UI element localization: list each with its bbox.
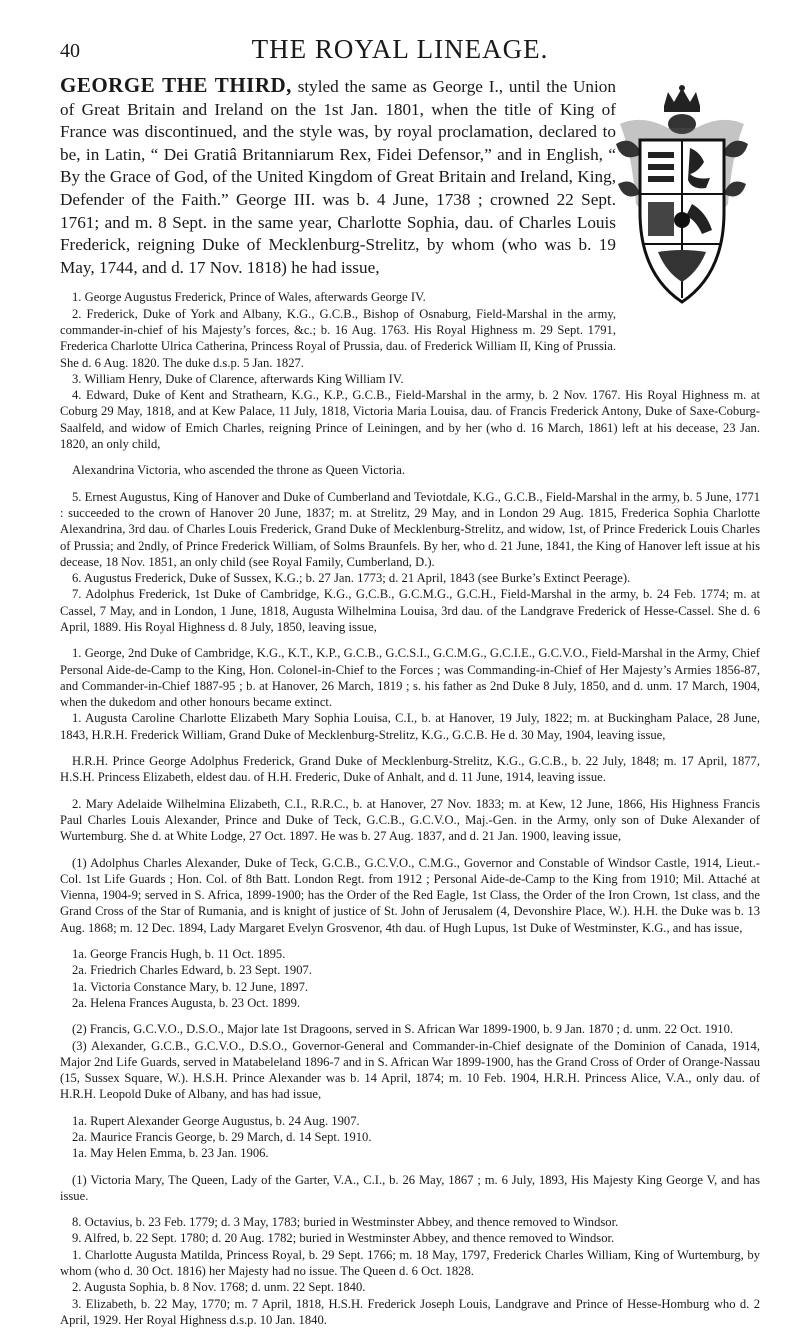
page-number: 40 (60, 40, 80, 62)
issue-entry: 2. Augusta Sophia, b. 8 Nov. 1768; d. unm. 22 Sept. 1840. (72, 1280, 366, 1295)
issue-entry: 3. William Henry, Duke of Clarence, afterwards King William IV. (72, 371, 404, 386)
section-heading: GEORGE THE THIRD, (60, 73, 292, 97)
issue-entry: 2a. Maurice Francis George, b. 29 March, d. 14 Sept. 1910. (72, 1130, 372, 1144)
issue-entry: 6. Augustus Frederick, Duke of Sussex, K.G.; b. 27 Jan. 1773; d. 21 April, 1843 (see Burke’s Extinct Peerage). (72, 571, 631, 586)
issue-entry: H.R.H. Prince George Adolphus Frederick, Grand Duke of Mecklenburg-Strelitz, K.G., G.C.B., b. 22 July, 1848; m. 17 April, 1877, H.S.H. Princess Elizabeth, eldest dau. of H.H. Frederic, Duke of Anhalt, and d. 11 June, 1914, leaving issue. (60, 754, 760, 785)
issue-entry: (1) Victoria Mary, The Queen, Lady of the Garter, V.A., C.I., b. 26 May, 1867 ; m. 6 July, 1893, His Majesty King George V, and has issue. (60, 1172, 760, 1203)
issue-entry: 8. Octavius, b. 23 Feb. 1779; d. 3 May, 1783; buried in Westminster Abbey, and thence removed to Windsor. (72, 1215, 619, 1230)
issue-entry: (3) Alexander, G.C.B., G.C.V.O., D.S.O., Governor-General and Commander-in-Chief designate of the Dominion of Canada, 1914, Major 2nd Life Guards, served in Matabeleland 1896-7 and in S. African War 1899-1900, has the Grand Cross of Order of Orange-Nassau (15, Sussex Square, W.). H.S.H. Prince Alexander was b. 14 April, 1874; m. 10 Feb. 1904, H.R.H. Princess Alice, V.A., only dau. of H.R.H. Leopold Duke of Albany, and has had issue, (60, 1038, 760, 1102)
intro-paragraph (60, 74, 616, 279)
issue-entry: 9. Alfred, b. 22 Sept. 1780; d. 20 Aug. 1782; buried in Westminster Abbey, and thence removed to Windsor. (72, 1231, 615, 1246)
page-body (60, 74, 760, 1328)
page-header (0, 34, 800, 68)
issue-entry: 1. George, 2nd Duke of Cambridge, K.G., K.T., K.P., G.C.B., G.C.S.I., G.C.M.G., G.C.I.E., G.C.V.O., Field-Marshal in the Army, Chief Personal Aide-de-Camp to the King, Hon. Colonel-in-Chief to the Forces ; was Commanding-in-Chief of Her Majesty’s Armies 1856-87, and Commander-in-Chief 1887-95 ; b. at Hanover, 26 March, 1819 ; s. his father as 2nd Duke 8 July, 1850, and d. unm. 17 March, 1904, when the dukedom and other honours became extinct. (60, 646, 760, 710)
issue-entry: 4. Edward, Duke of Kent and Strathearn, K.G., K.P., G.C.B., Field-Marshal in the army, b. 2 Nov. 1767. His Royal Highness m. at Coburg 29 May, 1818, and at Kew Palace, 11 July, 1818, Victoria Maria Louisa, dau. of Francis Frederick Antony, Duke of Saxe-Coburg-Saalfeld, and widow of Emich Charles, reigning Prince of Leiningen, and by her (who d. 16 March, 1861) left at his decease, 23 Jan. 1820, an only child, (60, 388, 760, 452)
issue-entry: 1a. Victoria Constance Mary, b. 12 June, 1897. (72, 979, 309, 994)
issue-entry: 1. George Augustus Frederick, Prince of Wales, afterwards George IV. (72, 290, 426, 305)
running-title: THE ROYAL LINEAGE. (251, 34, 549, 64)
issue-entry: 2a. Helena Frances Augusta, b. 23 Oct. 1899. (72, 995, 301, 1010)
issue-entry: Alexandrina Victoria, who ascended the throne as Queen Victoria. (72, 463, 406, 478)
issue-entry: 2. Mary Adelaide Wilhelmina Elizabeth, C.I., R.R.C., b. at Hanover, 27 Nov. 1833; m. at Kew, 12 June, 1866, His Highness Francis Paul Charles Louis Alexander, Prince and Duke of Teck, G.C.B., G.C.V.O., Maj.-Gen. in the Army, only son of Duke Alexander of Wurtemburg. She d. at White Lodge, 27 Oct. 1897. He was b. 27 Aug. 1837, and d. 21 Jan. 1900, leaving issue, (60, 796, 760, 844)
issue-entry: 7. Adolphus Frederick, 1st Duke of Cambridge, K.G., G.C.B., G.C.M.G., G.C.H., Field-Marshal in the army, b. 24 Feb. 1774; m. at Cassel, 7 May, and in London, 1 June, 1818, Augusta Wilhelmina Louisa, 3rd dau. of the Landgrave Frederick of Hesse-Cassel. She d. 6 April, 1889. His Royal Highness d. 8 July, 1850, leaving issue, (60, 587, 760, 634)
intro-text: styled the same as George I., until the Union of Great Britain and Ireland on the 1st Jan. 1801, when the title of King of France was discontinued, and the style was, by royal proclamation, declared to be, in Latin, “ Dei Gratiâ Britanniarum Rex, Fidei Defensor,” and in English, “ By the Grace of God, of the United Kingdom of Great Britain and Ireland, King, Defender of the Faith.” George III. was b. 4 June, 1738 ; crowned 22 Sept. 1761; and m. 8 Sept. in the same year, Charlotte Sophia, dau. of Charles Louis Frederick, reigning Duke of Mecklenburg-Strelitz, by whom (who was b. 19 May, 1744, and d. 17 Nov. 1818) he had issue, (60, 77, 616, 277)
issue-entry: 2. Frederick, Duke of York and Albany, K.G., G.C.B., Bishop of Osnaburg, Field-Marshal in the army, commander-in-chief of his Majesty’s forces, &c.; b. 16 Aug. 1763. His Royal Highness m. 29 Sept. 1791, Frederica Charlotte Ulrica Catherina, Princess Royal of Prussia, dau. of Frederick William II, King of Prussia. She d. 6 Aug. 1820. The duke d.s.p. 5 Jan. 1827. (60, 306, 616, 370)
issue-entry: (1) Adolphus Charles Alexander, Duke of Teck, G.C.B., G.C.V.O., C.M.G., Governor and Constable of Windsor Castle, 1914, Lieut.-Col. 1st Life Guards ; Hon. Col. of 8th Batt. London Regt. from 1912 ; Personal Aide-de-Camp to the King from 1910; Mil. Attaché at Vienna, 1904-9; served in S. Africa, 1899-1900; has the Order of the Red Eagle, 1st Class, the Order of the Iron Crown, 1st class, and the Grand Cross of the Star of Rumania, and is knight of justice of St. John of Jerusalem (4, Devonshire Place, W.). H.H. the Duke was b. 13 Aug. 1868; m. 12 Dec. 1894, Lady Margaret Evelyn Grosvenor, 4th dau. of Hugh Lupus, 1st Duke of Westminster, K.G., and has issue, (60, 855, 760, 935)
issue-entry: 1. Augusta Caroline Charlotte Elizabeth Mary Sophia Louisa, C.I., b. at Hanover, 19 July, 1822; m. at Buckingham Palace, 28 June, 1843, H.R.H. Frederick William, Grand Duke of Mecklenburg-Strelitz, K.G., G.C.B. He d. 30 May, 1904, leaving issue, (60, 711, 760, 742)
issue-entry: 1. Charlotte Augusta Matilda, Princess Royal, b. 29 Sept. 1766; m. 18 May, 1797, Frederick Charles William, King of Wurtemburg, by whom (who d. 30 Oct. 1816) her Majesty had no issue. The Queen d. 6 Oct. 1828. (60, 1247, 760, 1279)
issue-entry: 1a. George Francis Hugh, b. 11 Oct. 1895. (72, 947, 286, 962)
issue-entry: 5. Ernest Augustus, King of Hanover and Duke of Cumberland and Teviotdale, K.G., G.C.B., Field-Marshal in the army, b. 5 June, 1771 : succeeded to the crown of Hanover 20 June, 1837; m. at Strelitz, 29 May, and in London 29 Aug. 1815, Frederica Sophia Charlotte Alexandrina, 3rd dau. of Charles Louis Frederick, Grand Duke of Mecklenburg-Strelitz, and widow, 1st, of Prince Frederick Louis Charles of Prussia; and 2ndly, of Prince Frederick William, of Solms Braunfels. By her, who d. 21 June, 1841, the King of Hanover left issue at his decease, 18 Nov. 1851, an only child (see Royal Family, Cumberland, D.). (60, 489, 760, 569)
issue-entry: 1a. Rupert Alexander George Augustus, b. 24 Aug. 1907. (72, 1113, 360, 1128)
issue-entry: 2a. Friedrich Charles Edward, b. 23 Sept. 1907. (72, 963, 312, 978)
issue-entry: (2) Francis, G.C.V.O., D.S.O., Major late 1st Dragoons, served in S. African War 1899-1900, b. 9 Jan. 1870 ; d. unm. 22 Oct. 1910. (72, 1022, 734, 1037)
issue-entry: 1a. May Helen Emma, b. 23 Jan. 1906. (72, 1146, 269, 1161)
issue-entry: 3. Elizabeth, b. 22 May, 1770; m. 7 April, 1818, H.S.H. Frederick Joseph Louis, Landgrave and Prince of Hesse-Homburg who d. 2 April, 1929. Her Royal Highness d.s.p. 10 Jan. 1840. (60, 1296, 760, 1327)
